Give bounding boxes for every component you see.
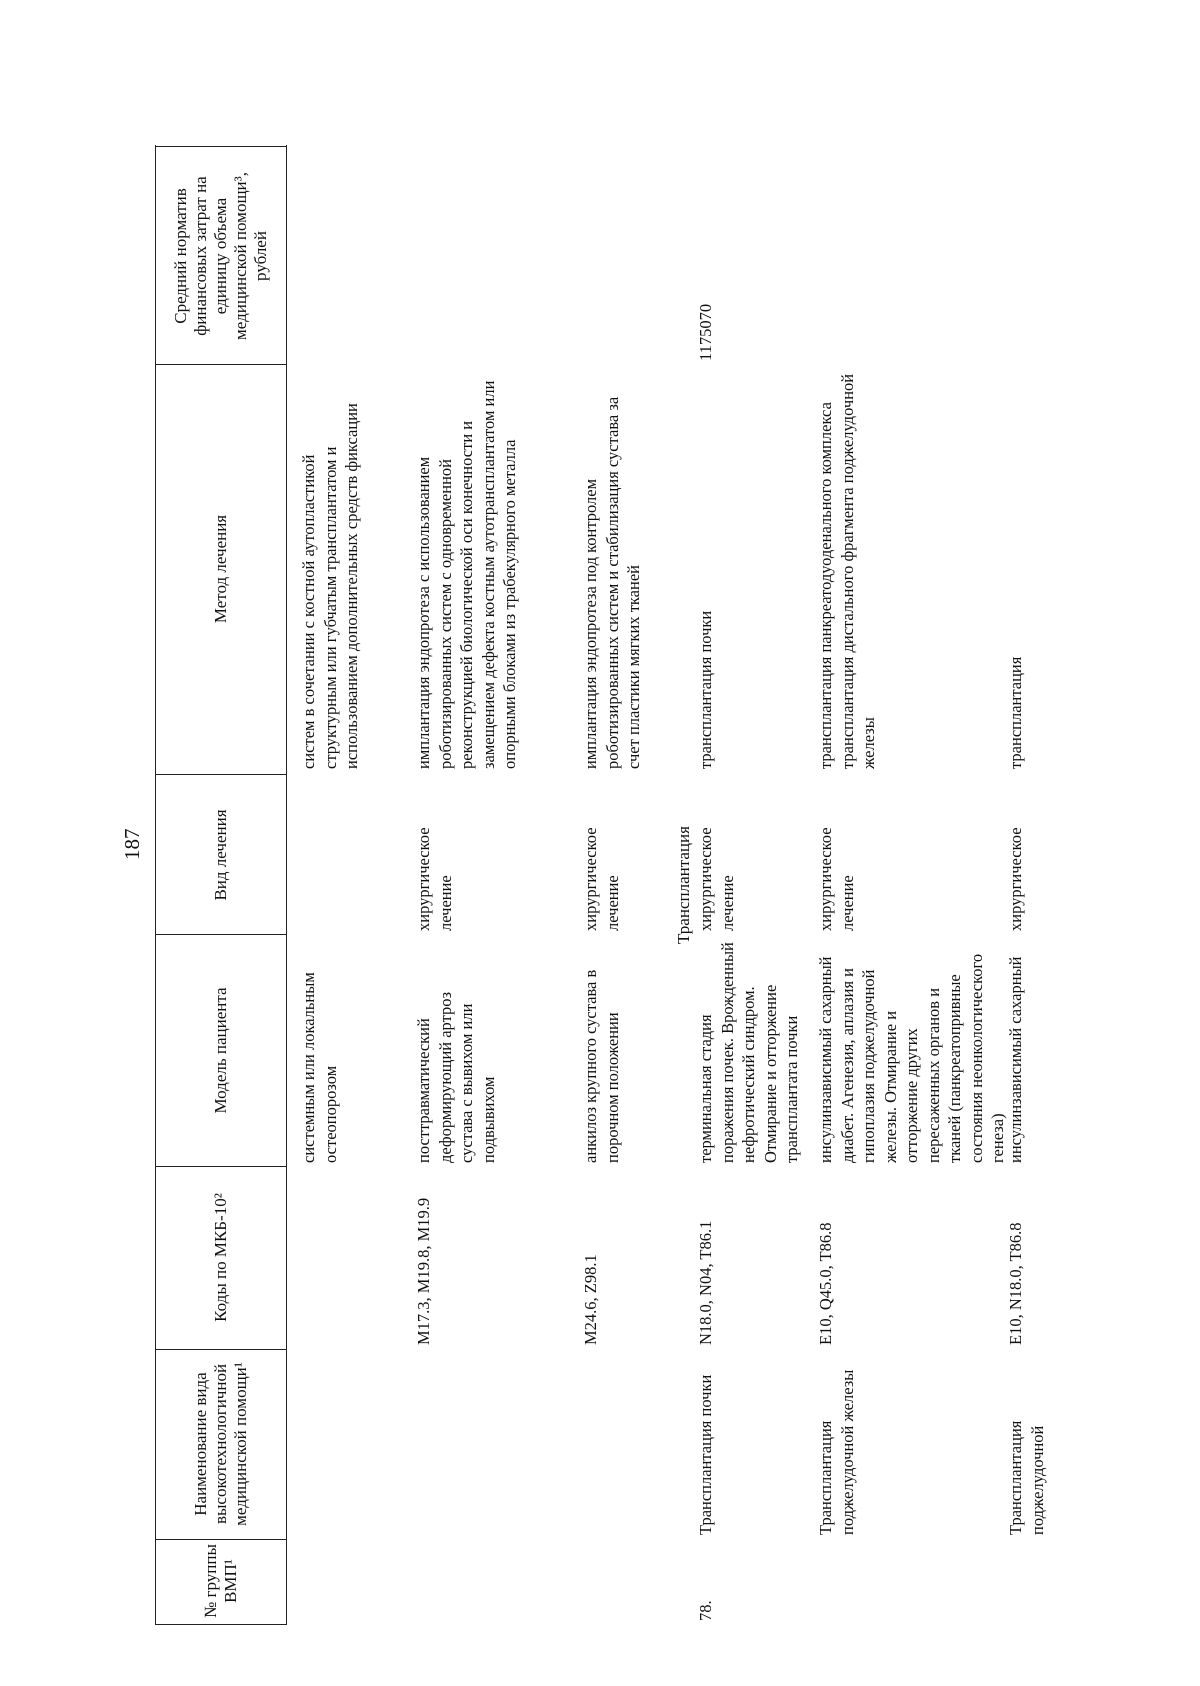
column-divider	[156, 1624, 286, 1625]
cell-method: имплантация эндопротеза с использованием роботизированных систем с одновременной реконструкцией биологической оси конечности и замещением дефекта костным аутотрансплантатом или опорными блоками из трабекулярного металла	[414, 380, 519, 769]
cell-num: 78.	[696, 1600, 715, 1621]
column-divider	[156, 1349, 286, 1350]
cell-name: Трансплантация поджелудочной железы	[816, 1369, 857, 1535]
table-header	[155, 145, 287, 1625]
cell-type: хирургическое лечение	[696, 827, 737, 931]
section-title-transplantation: Трансплантация	[674, 826, 693, 944]
cell-type: хирургическое лечение	[816, 827, 857, 931]
cell-method: систем в сочетании с костной аутопластикой структурным или губчатым трансплантатом и использованием дополнительных средств фиксации	[299, 403, 361, 769]
cell-codes: E10, Q45.0, T86.8	[816, 1222, 835, 1345]
header-num: № группы ВМП¹	[201, 1544, 240, 1618]
header-cost: Средний норматив финансовых затрат на единицу объема медицинской помощи³, рублей	[171, 172, 270, 340]
cell-name: Трансплантация поджелудочной	[1006, 1420, 1047, 1535]
column-divider	[156, 774, 286, 775]
rotated-table-sheet	[155, 145, 1055, 1625]
page-number: 187	[120, 828, 144, 860]
column-divider	[156, 146, 286, 147]
cell-type: хирургическое лечение	[581, 827, 622, 931]
header-type: Вид лечения	[211, 809, 230, 901]
cell-model: инсулинзависимый сахарный диабет. Агенезия, аплазия и гипоплазия поджелудочной железы. Отмирание и отторжение других пересаженных органов и тканей (панкреатопривные состояния неонкологического генеза)	[816, 953, 1007, 1163]
header-name: Наименование вида высокотехнологичной медицинской помощи¹	[191, 1362, 250, 1526]
cell-model: посттравматический деформирующий артроз сустава с вывихом или подвывихом	[414, 991, 498, 1163]
cell-model: терминальная стадия поражения почек. Врожденный нефротический синдром. Отмирание и отторжение трансплантата почки	[696, 942, 801, 1163]
cell-model: анкилоз крупного сустава в порочном положении	[581, 969, 622, 1163]
cell-method: имплантация эндопротеза под контролем роботизированных систем и стабилизация сустава за счет пластики мягких тканей	[581, 396, 643, 769]
header-codes: Коды по МКБ-10²	[211, 1193, 230, 1322]
cell-codes: M24.6, Z98.1	[581, 1254, 600, 1345]
cell-name: Трансплантация почки	[696, 1374, 715, 1535]
cell-codes: M17.3, M19.8, M19.9	[414, 1197, 433, 1345]
cell-method: трансплантация	[1006, 656, 1025, 769]
cell-cost: 1175070	[696, 303, 715, 361]
cell-model: системным или локальным остеопорозом	[299, 972, 340, 1163]
cell-method: трансплантация панкреатодуоденального комплекса трансплантация дистального фрагмента поджелудочной железы	[816, 373, 878, 769]
cell-codes: N18.0, N04, T86.1	[696, 1220, 715, 1345]
cell-type: хирургическое	[1006, 827, 1025, 931]
header-method: Метод лечения	[211, 514, 230, 624]
column-divider	[156, 934, 286, 935]
cell-type: хирургическое лечение	[414, 827, 455, 931]
column-divider	[156, 1166, 286, 1167]
cell-method: трансплантация почки	[696, 610, 715, 769]
header-model: Модель пациента	[211, 987, 230, 1114]
cell-model: инсулинзависимый сахарный	[1006, 956, 1025, 1163]
cell-codes: E10, N18.0, T86.8	[1006, 1222, 1025, 1345]
column-divider	[156, 364, 286, 365]
column-divider	[156, 1539, 286, 1540]
